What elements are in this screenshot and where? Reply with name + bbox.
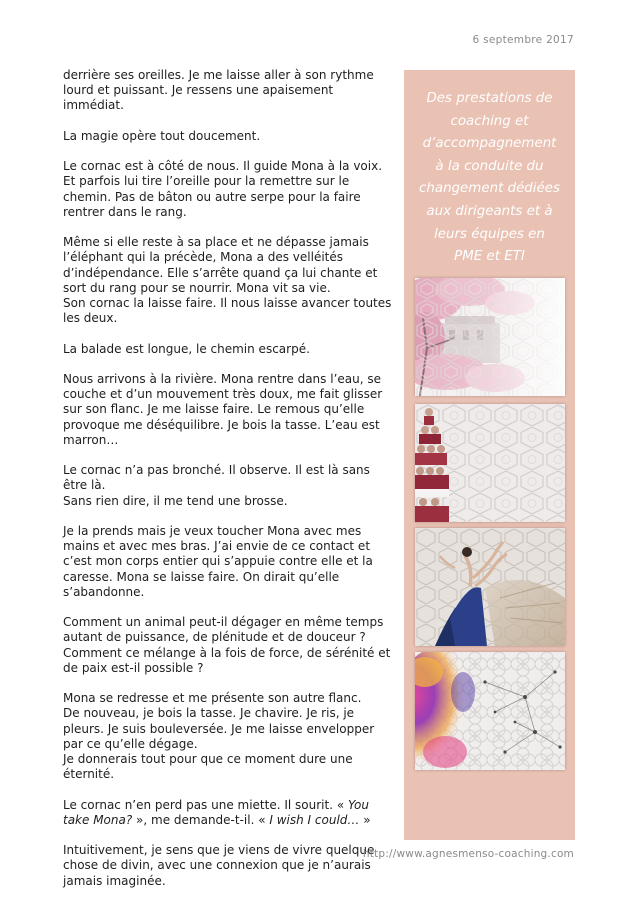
paragraph: La balade est longue, le chemin escarpé. xyxy=(63,341,310,356)
article-body xyxy=(63,68,398,904)
paragraph: Mona se redresse et me présente son autre flanc. De nouveau, je bois la tasse. Je chavire. Je ris, je pleurs. Je suis bouleversée. Je me laisse envelopper par ce qu’elle dégage. Je donnerais tout pour que ce moment dure une éternité. xyxy=(63,691,375,782)
paragraph: Le cornac est à côté de nous. Il guide Mona à la voix. Et parfois lui tire l’oreille pour la remettre sur le chemin. Pas de bâton ou autre serpe pour la faire rentrer dans le rang. xyxy=(63,159,383,219)
page-date: 6 septembre 2017 xyxy=(472,34,574,46)
quote-italic: take Mona? xyxy=(63,812,133,827)
quote-italic: You xyxy=(348,797,369,812)
dancer-photo xyxy=(415,528,565,646)
paragraph: Le cornac n’a pas bronché. Il observe. Il est là sans être là. Sans rien dire, il me tend une brosse. xyxy=(63,463,370,508)
sidebar-tagline: Des prestations de coaching et d’accompagnement à la conduite du changement dédiées aux dirigeants et à leurs équipes en PME et ETI xyxy=(419,91,560,265)
quote-italic: I wish I could… xyxy=(269,812,360,827)
paragraph: Comment un animal peut-il dégager en même temps autant de puissance, de plénitude et de douceur ? Comment ce mélange à la fois de force, de sérénité et de paix est-il possible ? xyxy=(63,615,391,675)
paragraph: La magie opère tout doucement. xyxy=(63,128,261,143)
website-url[interactable]: http://www.agnesmenso-coaching.com xyxy=(362,848,574,860)
paragraph: derrière ses oreilles. Je me laisse aller à son rythme lourd et puissant. Je ressens une apaisement immédiat. xyxy=(63,68,374,113)
quote-paragraph: Le cornac n’en perd pas une miette. Il sourit. « You take Mona? », me demande-t-il. « I wish I could… » xyxy=(63,797,371,827)
color-powder-photo xyxy=(415,652,565,770)
paragraph: Nous arrivons à la rivière. Mona rentre dans l’eau, se couche et d’un mouvement très doux, me fait glisser sur son flanc. Je me laisse faire. Le remous qu’elle provoque me déséquilibre. Je bois la tasse. L’eau est marron… xyxy=(63,371,383,447)
paragraph: Je la prends mais je veux toucher Mona avec mes mains et avec mes bras. J’ai envie de ce contact et c’est mon corps entier qui s’appuie contre elle et la caresse. Mona se laisse faire. On dirait qu’elle s’abandonne. xyxy=(63,523,373,599)
human-tower-photo xyxy=(415,404,565,522)
paragraph: Même si elle reste à sa place et ne dépasse jamais l’éléphant qui la précède, Mona a des velléités d’indépendance. Elle s’arrête quand ça lui chante et sort du rang pour se nourrir. Mona vit sa vie. Son cornac la laisse faire. Il nous laisse avancer toutes les deux. xyxy=(63,235,392,326)
closing-paragraph: Intuitivement, je sens que je viens de vivre quelque chose de divin, avec une connexion que je n’aurais jamais imaginée. xyxy=(63,843,375,888)
sidebar-panel xyxy=(404,70,575,840)
blossom-tree-photo xyxy=(415,278,565,396)
